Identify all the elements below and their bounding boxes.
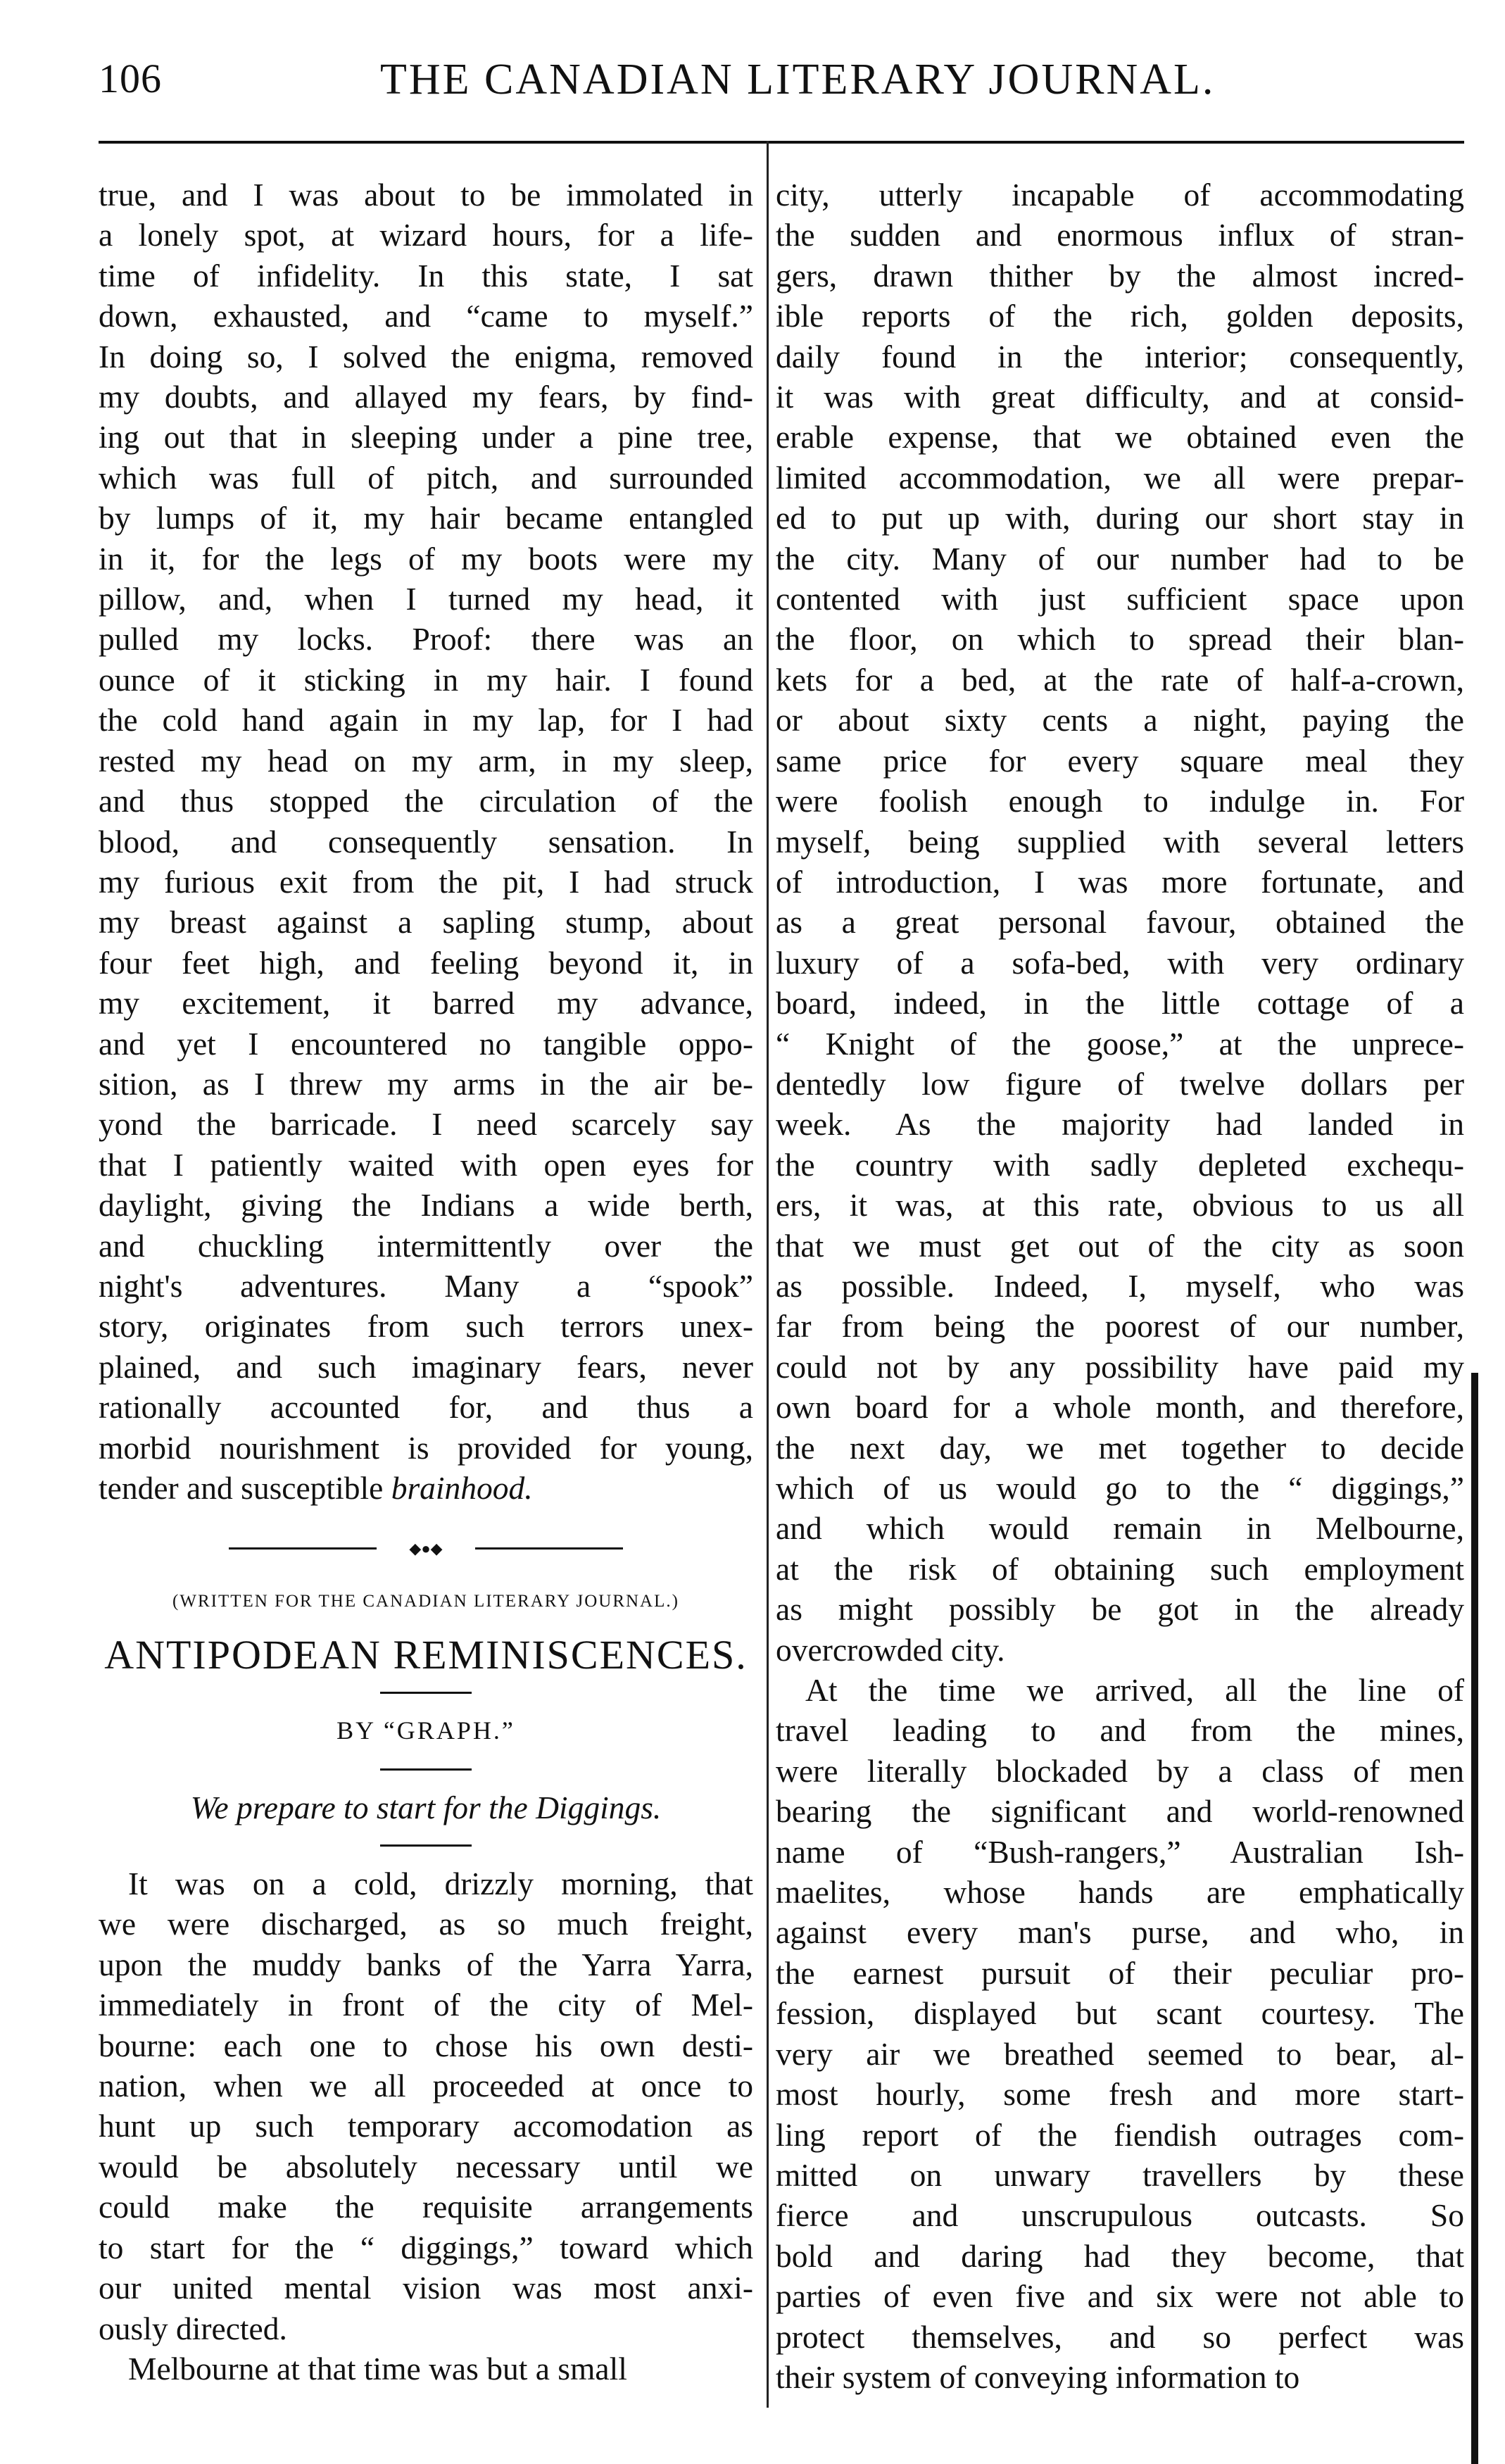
text-line: or about sixty cents a night, paying the xyxy=(776,702,1464,738)
text-line: and thus stopped the circulation of the xyxy=(99,783,753,819)
text-line: night's adventures. Many a “spook” xyxy=(99,1267,753,1304)
text-line: of introduction, I was more fortunate, and xyxy=(776,863,1464,900)
text-line: morbid nourishment is provided for young, xyxy=(99,1429,753,1466)
text-line: ers, it was, at this rate, obvious to us all xyxy=(776,1187,1464,1224)
chapter-subtitle: We prepare to start for the Diggings. xyxy=(190,1789,662,1825)
text-line: sition, as I threw my arms in the air be- xyxy=(99,1065,753,1102)
text-line: very air we breathed seemed to bear, al- xyxy=(776,2035,1464,2072)
text-line: own board for a whole month, and therefore, xyxy=(776,1389,1464,1426)
margin-mark xyxy=(1471,1373,1478,2464)
text-line: were literally blockaded by a class of men xyxy=(776,1752,1464,1789)
text-line: city, utterly incapable of accommodating xyxy=(776,177,1464,213)
article-paragraph xyxy=(776,1670,1464,2397)
page-number: 106 xyxy=(99,56,162,101)
text-line: could not by any possibility have paid my xyxy=(776,1348,1464,1385)
article-paragraph xyxy=(99,1863,753,2349)
text-line: could make the requisite arrangements xyxy=(99,2189,753,2225)
text-line: our united mental vision was most anxi- xyxy=(99,2270,753,2306)
text-line: the next day, we met together to decide xyxy=(776,1429,1464,1466)
text-line: bearing the significant and world-renowned xyxy=(776,1793,1464,1830)
ornament-rule: ◆●◆ xyxy=(229,1536,623,1561)
text-line: that I patiently waited with open eyes for xyxy=(99,1146,753,1183)
continued-paragraph xyxy=(99,175,753,1508)
page-header xyxy=(99,42,1464,120)
text-line: rationally accounted for, and thus a xyxy=(99,1389,753,1426)
text-line: tender and susceptible brainhood. xyxy=(99,1470,533,1506)
text-line: same price for every square meal they xyxy=(776,742,1464,779)
right-column xyxy=(776,175,1464,2397)
text-line: overcrowded city. xyxy=(776,1631,1005,1668)
text-line: rested my head on my arm, in my sleep, xyxy=(99,742,753,779)
text-line: daily found in the interior; consequently, xyxy=(776,338,1464,375)
text-line: kets for a bed, at the rate of half-a-crown, xyxy=(776,661,1464,698)
text-line: gers, drawn thither by the almost incred- xyxy=(776,257,1464,294)
header-rule xyxy=(99,141,1464,144)
text-line: “ Knight of the goose,” at the unprece- xyxy=(776,1025,1464,1062)
text-line: yond the barricade. I need scarcely say xyxy=(99,1106,753,1143)
text-line: ounce of it sticking in my hair. I found xyxy=(99,661,753,698)
article-paragraph xyxy=(99,2349,753,2389)
text-line: Melbourne at that time was but a small xyxy=(128,2350,627,2387)
text-line: hunt up such temporary accomodation as xyxy=(99,2108,753,2144)
text-line: true, and I was about to be immolated in xyxy=(99,177,753,213)
text-line: most hourly, some fresh and more start- xyxy=(776,2076,1464,2113)
article-paragraph xyxy=(776,175,1464,1670)
text-line: pulled my locks. Proof: there was an xyxy=(99,621,753,658)
text-line: and chuckling intermittently over the xyxy=(99,1227,753,1264)
text-line: myself, being supplied with several letters xyxy=(776,823,1464,860)
text-line: four feet high, and feeling beyond it, in xyxy=(99,944,753,981)
text-line: the cold hand again in my lap, for I had xyxy=(99,702,753,738)
text-line: bourne: each one to chose his own desti- xyxy=(99,2027,753,2063)
column-rule xyxy=(767,141,769,2408)
text-line: In doing so, I solved the enigma, removed xyxy=(99,338,753,375)
text-line: it was with great difficulty, and at consid- xyxy=(776,379,1464,415)
text-line: daylight, giving the Indians a wide berth, xyxy=(99,1187,753,1224)
text-line: immediately in front of the city of Mel- xyxy=(99,1987,753,2023)
short-rule xyxy=(380,1768,472,1771)
text-line: luxury of a sofa-bed, with very ordinary xyxy=(776,944,1464,981)
text-line: erable expense, that we obtained even the xyxy=(776,419,1464,455)
text-line: maelites, whose hands are emphatically xyxy=(776,1874,1464,1911)
text-line: week. As the majority had landed in xyxy=(776,1106,1464,1143)
text-line: parties of even five and six were not able to xyxy=(776,2278,1464,2315)
text-line: the sudden and enormous influx of stran- xyxy=(776,217,1464,253)
text-line: plained, and such imaginary fears, never xyxy=(99,1348,753,1385)
text-line: which of us would go to the “ diggings,” xyxy=(776,1470,1464,1506)
text-line: the earnest pursuit of their peculiar pro- xyxy=(776,1954,1464,1991)
text-line: limited accommodation, we all were prepar- xyxy=(776,459,1464,496)
text-line: ible reports of the rich, golden deposits, xyxy=(776,298,1464,334)
article-credit: (WRITTEN FOR THE CANADIAN LITERARY JOURNAL.) xyxy=(172,1592,679,1611)
text-line: ously directed. xyxy=(99,2310,287,2346)
text-line: board, indeed, in the little cottage of a xyxy=(776,985,1464,1022)
text-line: down, exhausted, and “came to myself.” xyxy=(99,298,753,334)
text-line: contented with just sufficient space upon xyxy=(776,581,1464,617)
text-line: were foolish enough to indulge in. For xyxy=(776,783,1464,819)
text-line: a lonely spot, at wizard hours, for a life- xyxy=(99,217,753,253)
text-line: fession, displayed but scant courtesy. The xyxy=(776,1995,1464,2032)
text-line: upon the muddy banks of the Yarra Yarra, xyxy=(99,1946,753,1982)
text-line: in it, for the legs of my boots were my xyxy=(99,540,753,577)
text-line: we were discharged, as so much freight, xyxy=(99,1906,753,1942)
text-line: It was on a cold, drizzly morning, that xyxy=(128,1866,753,1902)
text-line: mitted on unwary travellers by these xyxy=(776,2156,1464,2193)
text-line: to start for the “ diggings,” toward which xyxy=(99,2229,753,2265)
text-line: story, originates from such terrors unex- xyxy=(99,1308,753,1345)
text-line: as a great personal favour, obtained the xyxy=(776,904,1464,941)
text-line: the floor, on which to spread their blan- xyxy=(776,621,1464,658)
text-line: protect themselves, and so perfect was xyxy=(776,2318,1464,2355)
text-line: as might possibly be got in the already xyxy=(776,1591,1464,1628)
text-line: and yet I encountered no tangible oppo- xyxy=(99,1025,753,1062)
text-line: dentedly low figure of twelve dollars per xyxy=(776,1065,1464,1102)
text-line: blood, and consequently sensation. In xyxy=(99,823,753,860)
text-line: ing out that in sleeping under a pine tree, xyxy=(99,419,753,455)
text-line: and which would remain in Melbourne, xyxy=(776,1510,1464,1547)
short-rule xyxy=(380,1692,472,1694)
short-rule xyxy=(380,1844,472,1847)
left-column xyxy=(99,175,753,2389)
text-line: fierce and unscrupulous outcasts. So xyxy=(776,2197,1464,2234)
text-line: by lumps of it, my hair became entangled xyxy=(99,500,753,536)
text-line: time of infidelity. In this state, I sat xyxy=(99,257,753,294)
text-line: that we must get out of the city as soon xyxy=(776,1227,1464,1264)
text-line: would be absolutely necessary until we xyxy=(99,2148,753,2185)
text-line: the city. Many of our number had to be xyxy=(776,540,1464,577)
text-line: my furious exit from the pit, I had struck xyxy=(99,863,753,900)
text-line: pillow, and, when I turned my head, it xyxy=(99,581,753,617)
text-line: against every man's purse, and who, in xyxy=(776,1914,1464,1951)
text-line: my excitement, it barred my advance, xyxy=(99,985,753,1022)
text-line: their system of conveying information to xyxy=(776,2358,1300,2395)
text-line: ed to put up with, during our short stay in xyxy=(776,500,1464,536)
text-line: At the time we arrived, all the line of xyxy=(805,1672,1464,1709)
text-line: nation, when we all proceeded at once to xyxy=(99,2068,753,2104)
text-line: as possible. Indeed, I, myself, who was xyxy=(776,1267,1464,1304)
text-line: the country with sadly depleted exchequ- xyxy=(776,1146,1464,1183)
text-line: far from being the poorest of our number, xyxy=(776,1308,1464,1345)
text-line: name of “Bush-rangers,” Australian Ish- xyxy=(776,1833,1464,1870)
text-line: at the risk of obtaining such employment xyxy=(776,1550,1464,1587)
text-line: bold and daring had they become, that xyxy=(776,2237,1464,2274)
text-line: my breast against a sapling stump, about xyxy=(99,904,753,941)
text-line: my doubts, and allayed my fears, by find- xyxy=(99,379,753,415)
byline: BY “GRAPH.” xyxy=(336,1716,515,1745)
text-line: travel leading to and from the mines, xyxy=(776,1712,1464,1749)
text-line: which was full of pitch, and surrounded xyxy=(99,459,753,496)
italic-word: brainhood. xyxy=(391,1470,533,1506)
text-line: ling report of the fiendish outrages com- xyxy=(776,2116,1464,2153)
article-title: ANTIPODEAN REMINISCENCES. xyxy=(104,1631,748,1678)
running-title: THE CANADIAN LITERARY JOURNAL. xyxy=(380,56,1216,103)
